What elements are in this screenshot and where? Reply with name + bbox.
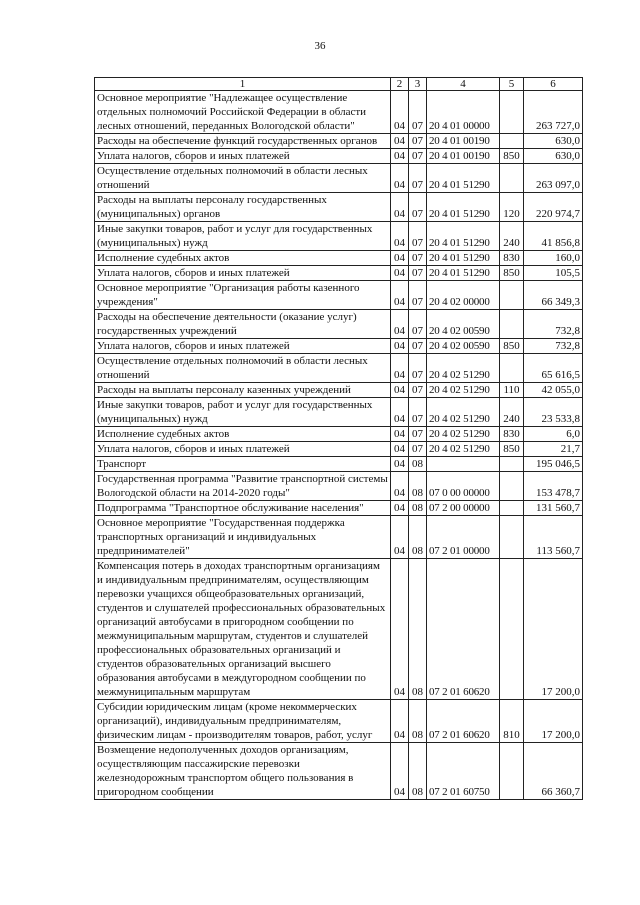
row-expense-type xyxy=(500,559,524,700)
row-amount: 17 200,0 xyxy=(524,700,583,743)
row-name: Основное мероприятие "Надлежащее осуществление отдельных полномочий Российской Федерации в области лесных отношений, переданных Вологодской области" xyxy=(95,91,391,134)
row-subsection: 07 xyxy=(409,339,427,354)
row-name: Уплата налогов, сборов и иных платежей xyxy=(95,149,391,164)
table-row xyxy=(95,457,583,472)
row-subsection: 07 xyxy=(409,134,427,149)
row-target-article: 07 0 00 00000 xyxy=(427,472,500,501)
row-amount: 105,5 xyxy=(524,266,583,281)
row-expense-type xyxy=(500,281,524,310)
row-subsection: 07 xyxy=(409,91,427,134)
row-section: 04 xyxy=(391,457,409,472)
row-target-article: 20 4 01 51290 xyxy=(427,164,500,193)
row-name: Исполнение судебных актов xyxy=(95,427,391,442)
row-target-article: 20 4 02 00000 xyxy=(427,281,500,310)
row-target-article: 07 2 00 00000 xyxy=(427,501,500,516)
row-subsection: 08 xyxy=(409,743,427,800)
row-expense-type: 850 xyxy=(500,149,524,164)
row-amount: 66 360,7 xyxy=(524,743,583,800)
row-subsection: 07 xyxy=(409,222,427,251)
table-row xyxy=(95,222,583,251)
row-section: 04 xyxy=(391,743,409,800)
table-row xyxy=(95,427,583,442)
row-subsection: 07 xyxy=(409,398,427,427)
table-row xyxy=(95,501,583,516)
row-section: 04 xyxy=(391,559,409,700)
row-name: Расходы на выплаты персоналу казенных учреждений xyxy=(95,383,391,398)
row-amount: 42 055,0 xyxy=(524,383,583,398)
row-section: 04 xyxy=(391,700,409,743)
table-row xyxy=(95,281,583,310)
table-row xyxy=(95,310,583,339)
row-amount: 113 560,7 xyxy=(524,516,583,559)
row-amount: 17 200,0 xyxy=(524,559,583,700)
row-expense-type xyxy=(500,134,524,149)
row-target-article: 07 2 01 60620 xyxy=(427,559,500,700)
table-row xyxy=(95,559,583,700)
header-col-1: 1 xyxy=(95,78,391,91)
row-section: 04 xyxy=(391,91,409,134)
row-expense-type: 240 xyxy=(500,398,524,427)
row-expense-type xyxy=(500,516,524,559)
row-amount: 195 046,5 xyxy=(524,457,583,472)
table-row xyxy=(95,251,583,266)
row-name: Исполнение судебных актов xyxy=(95,251,391,266)
row-target-article: 07 2 01 00000 xyxy=(427,516,500,559)
row-expense-type xyxy=(500,310,524,339)
table-row xyxy=(95,472,583,501)
row-amount: 732,8 xyxy=(524,339,583,354)
row-amount: 263 097,0 xyxy=(524,164,583,193)
row-name: Уплата налогов, сборов и иных платежей xyxy=(95,266,391,281)
row-subsection: 08 xyxy=(409,516,427,559)
table-row xyxy=(95,398,583,427)
row-target-article: 20 4 01 00190 xyxy=(427,134,500,149)
row-section: 04 xyxy=(391,310,409,339)
header-col-2: 2 xyxy=(391,78,409,91)
row-name: Возмещение недополученных доходов организациям, осуществляющим пассажирские перевозки железнодорожным транспортом общего пользования в пригородном сообщении xyxy=(95,743,391,800)
table-row xyxy=(95,516,583,559)
row-expense-type: 850 xyxy=(500,442,524,457)
header-col-5: 5 xyxy=(500,78,524,91)
row-target-article: 20 4 02 51290 xyxy=(427,383,500,398)
row-subsection: 07 xyxy=(409,266,427,281)
row-section: 04 xyxy=(391,442,409,457)
row-target-article: 07 2 01 60750 xyxy=(427,743,500,800)
row-subsection: 07 xyxy=(409,281,427,310)
row-expense-type: 810 xyxy=(500,700,524,743)
row-name: Иные закупки товаров, работ и услуг для государственных (муниципальных) нужд xyxy=(95,222,391,251)
header-col-4: 4 xyxy=(427,78,500,91)
row-amount: 23 533,8 xyxy=(524,398,583,427)
row-section: 04 xyxy=(391,134,409,149)
row-name: Подпрограмма "Транспортное обслуживание населения" xyxy=(95,501,391,516)
row-target-article: 20 4 01 51290 xyxy=(427,193,500,222)
row-amount: 160,0 xyxy=(524,251,583,266)
row-subsection: 07 xyxy=(409,383,427,398)
row-expense-type xyxy=(500,354,524,383)
budget-table xyxy=(94,77,583,800)
row-subsection: 07 xyxy=(409,427,427,442)
row-subsection: 07 xyxy=(409,149,427,164)
row-expense-type: 110 xyxy=(500,383,524,398)
row-target-article: 20 4 01 51290 xyxy=(427,222,500,251)
row-target-article: 20 4 02 51290 xyxy=(427,354,500,383)
row-expense-type xyxy=(500,164,524,193)
table-row xyxy=(95,354,583,383)
row-target-article: 20 4 02 51290 xyxy=(427,442,500,457)
row-amount: 153 478,7 xyxy=(524,472,583,501)
row-subsection: 07 xyxy=(409,354,427,383)
row-target-article: 20 4 02 51290 xyxy=(427,398,500,427)
row-target-article: 20 4 01 00190 xyxy=(427,149,500,164)
row-expense-type: 850 xyxy=(500,266,524,281)
table-row xyxy=(95,743,583,800)
row-target-article: 20 4 02 00590 xyxy=(427,310,500,339)
table-row xyxy=(95,149,583,164)
row-section: 04 xyxy=(391,193,409,222)
row-name: Основное мероприятие "Государственная поддержка транспортных организаций и индивидуальных предпринимателей" xyxy=(95,516,391,559)
row-name: Иные закупки товаров, работ и услуг для государственных (муниципальных) нужд xyxy=(95,398,391,427)
row-subsection: 08 xyxy=(409,559,427,700)
row-expense-type xyxy=(500,743,524,800)
row-target-article: 20 4 02 51290 xyxy=(427,427,500,442)
row-section: 04 xyxy=(391,427,409,442)
table-row xyxy=(95,700,583,743)
row-section: 04 xyxy=(391,251,409,266)
row-amount: 263 727,0 xyxy=(524,91,583,134)
row-name: Государственная программа "Развитие транспортной системы Вологодской области на 2014-2020 годы" xyxy=(95,472,391,501)
row-section: 04 xyxy=(391,398,409,427)
row-section: 04 xyxy=(391,501,409,516)
row-target-article: 20 4 01 51290 xyxy=(427,266,500,281)
row-subsection: 07 xyxy=(409,310,427,339)
row-name: Расходы на выплаты персоналу государственных (муниципальных) органов xyxy=(95,193,391,222)
table-row xyxy=(95,134,583,149)
row-subsection: 07 xyxy=(409,164,427,193)
row-amount: 732,8 xyxy=(524,310,583,339)
table-row xyxy=(95,91,583,134)
row-amount: 630,0 xyxy=(524,149,583,164)
row-expense-type xyxy=(500,472,524,501)
row-amount: 131 560,7 xyxy=(524,501,583,516)
row-subsection: 07 xyxy=(409,193,427,222)
header-col-6: 6 xyxy=(524,78,583,91)
row-target-article xyxy=(427,457,500,472)
row-subsection: 07 xyxy=(409,442,427,457)
row-subsection: 08 xyxy=(409,457,427,472)
row-section: 04 xyxy=(391,266,409,281)
row-section: 04 xyxy=(391,222,409,251)
row-amount: 21,7 xyxy=(524,442,583,457)
row-section: 04 xyxy=(391,281,409,310)
row-amount: 6,0 xyxy=(524,427,583,442)
row-subsection: 08 xyxy=(409,472,427,501)
row-name: Основное мероприятие "Организация работы казенного учреждения" xyxy=(95,281,391,310)
table-header-row xyxy=(95,78,583,91)
table-row xyxy=(95,442,583,457)
row-expense-type xyxy=(500,91,524,134)
row-name: Субсидии юридическим лицам (кроме некоммерческих организаций), индивидуальным предпринимателям, физическим лицам - производителям товаров, работ, услуг xyxy=(95,700,391,743)
row-amount: 66 349,3 xyxy=(524,281,583,310)
row-section: 04 xyxy=(391,516,409,559)
row-section: 04 xyxy=(391,164,409,193)
page-number: 36 xyxy=(314,40,326,52)
row-expense-type xyxy=(500,501,524,516)
row-amount: 630,0 xyxy=(524,134,583,149)
row-name: Расходы на обеспечение функций государственных органов xyxy=(95,134,391,149)
table-row xyxy=(95,193,583,222)
row-target-article: 20 4 01 00000 xyxy=(427,91,500,134)
row-name: Транспорт xyxy=(95,457,391,472)
row-name: Осуществление отдельных полномочий в области лесных отношений xyxy=(95,354,391,383)
row-section: 04 xyxy=(391,383,409,398)
row-name: Осуществление отдельных полномочий в области лесных отношений xyxy=(95,164,391,193)
table-row xyxy=(95,164,583,193)
row-amount: 65 616,5 xyxy=(524,354,583,383)
row-name: Расходы на обеспечение деятельности (оказание услуг) государственных учреждений xyxy=(95,310,391,339)
row-section: 04 xyxy=(391,339,409,354)
row-expense-type: 830 xyxy=(500,251,524,266)
row-name: Уплата налогов, сборов и иных платежей xyxy=(95,442,391,457)
row-target-article: 07 2 01 60620 xyxy=(427,700,500,743)
table-row xyxy=(95,266,583,281)
row-subsection: 07 xyxy=(409,251,427,266)
row-target-article: 20 4 01 51290 xyxy=(427,251,500,266)
row-section: 04 xyxy=(391,149,409,164)
row-amount: 41 856,8 xyxy=(524,222,583,251)
row-target-article: 20 4 02 00590 xyxy=(427,339,500,354)
row-section: 04 xyxy=(391,472,409,501)
table-row xyxy=(95,383,583,398)
row-name: Компенсация потерь в доходах транспортным организациям и индивидуальным предпринимателям, осуществляющим перевозки учащихся общеобразовательных организаций, студентов и слушателей профессиональных образовательных организаций автобусами в пригородном сообщении по межмуниципальным маршрутам, студентов и слушателей профессиональных образовательных организаций и студентов образовательных организаций высшего образования автобусами в междугородном сообщении по межмуниципальным маршрутам xyxy=(95,559,391,700)
row-subsection: 08 xyxy=(409,700,427,743)
row-expense-type: 850 xyxy=(500,339,524,354)
row-section: 04 xyxy=(391,354,409,383)
row-amount: 220 974,7 xyxy=(524,193,583,222)
header-col-3: 3 xyxy=(409,78,427,91)
row-expense-type: 120 xyxy=(500,193,524,222)
row-expense-type: 240 xyxy=(500,222,524,251)
row-subsection: 08 xyxy=(409,501,427,516)
row-expense-type xyxy=(500,457,524,472)
row-expense-type: 830 xyxy=(500,427,524,442)
table-row xyxy=(95,339,583,354)
row-name: Уплата налогов, сборов и иных платежей xyxy=(95,339,391,354)
